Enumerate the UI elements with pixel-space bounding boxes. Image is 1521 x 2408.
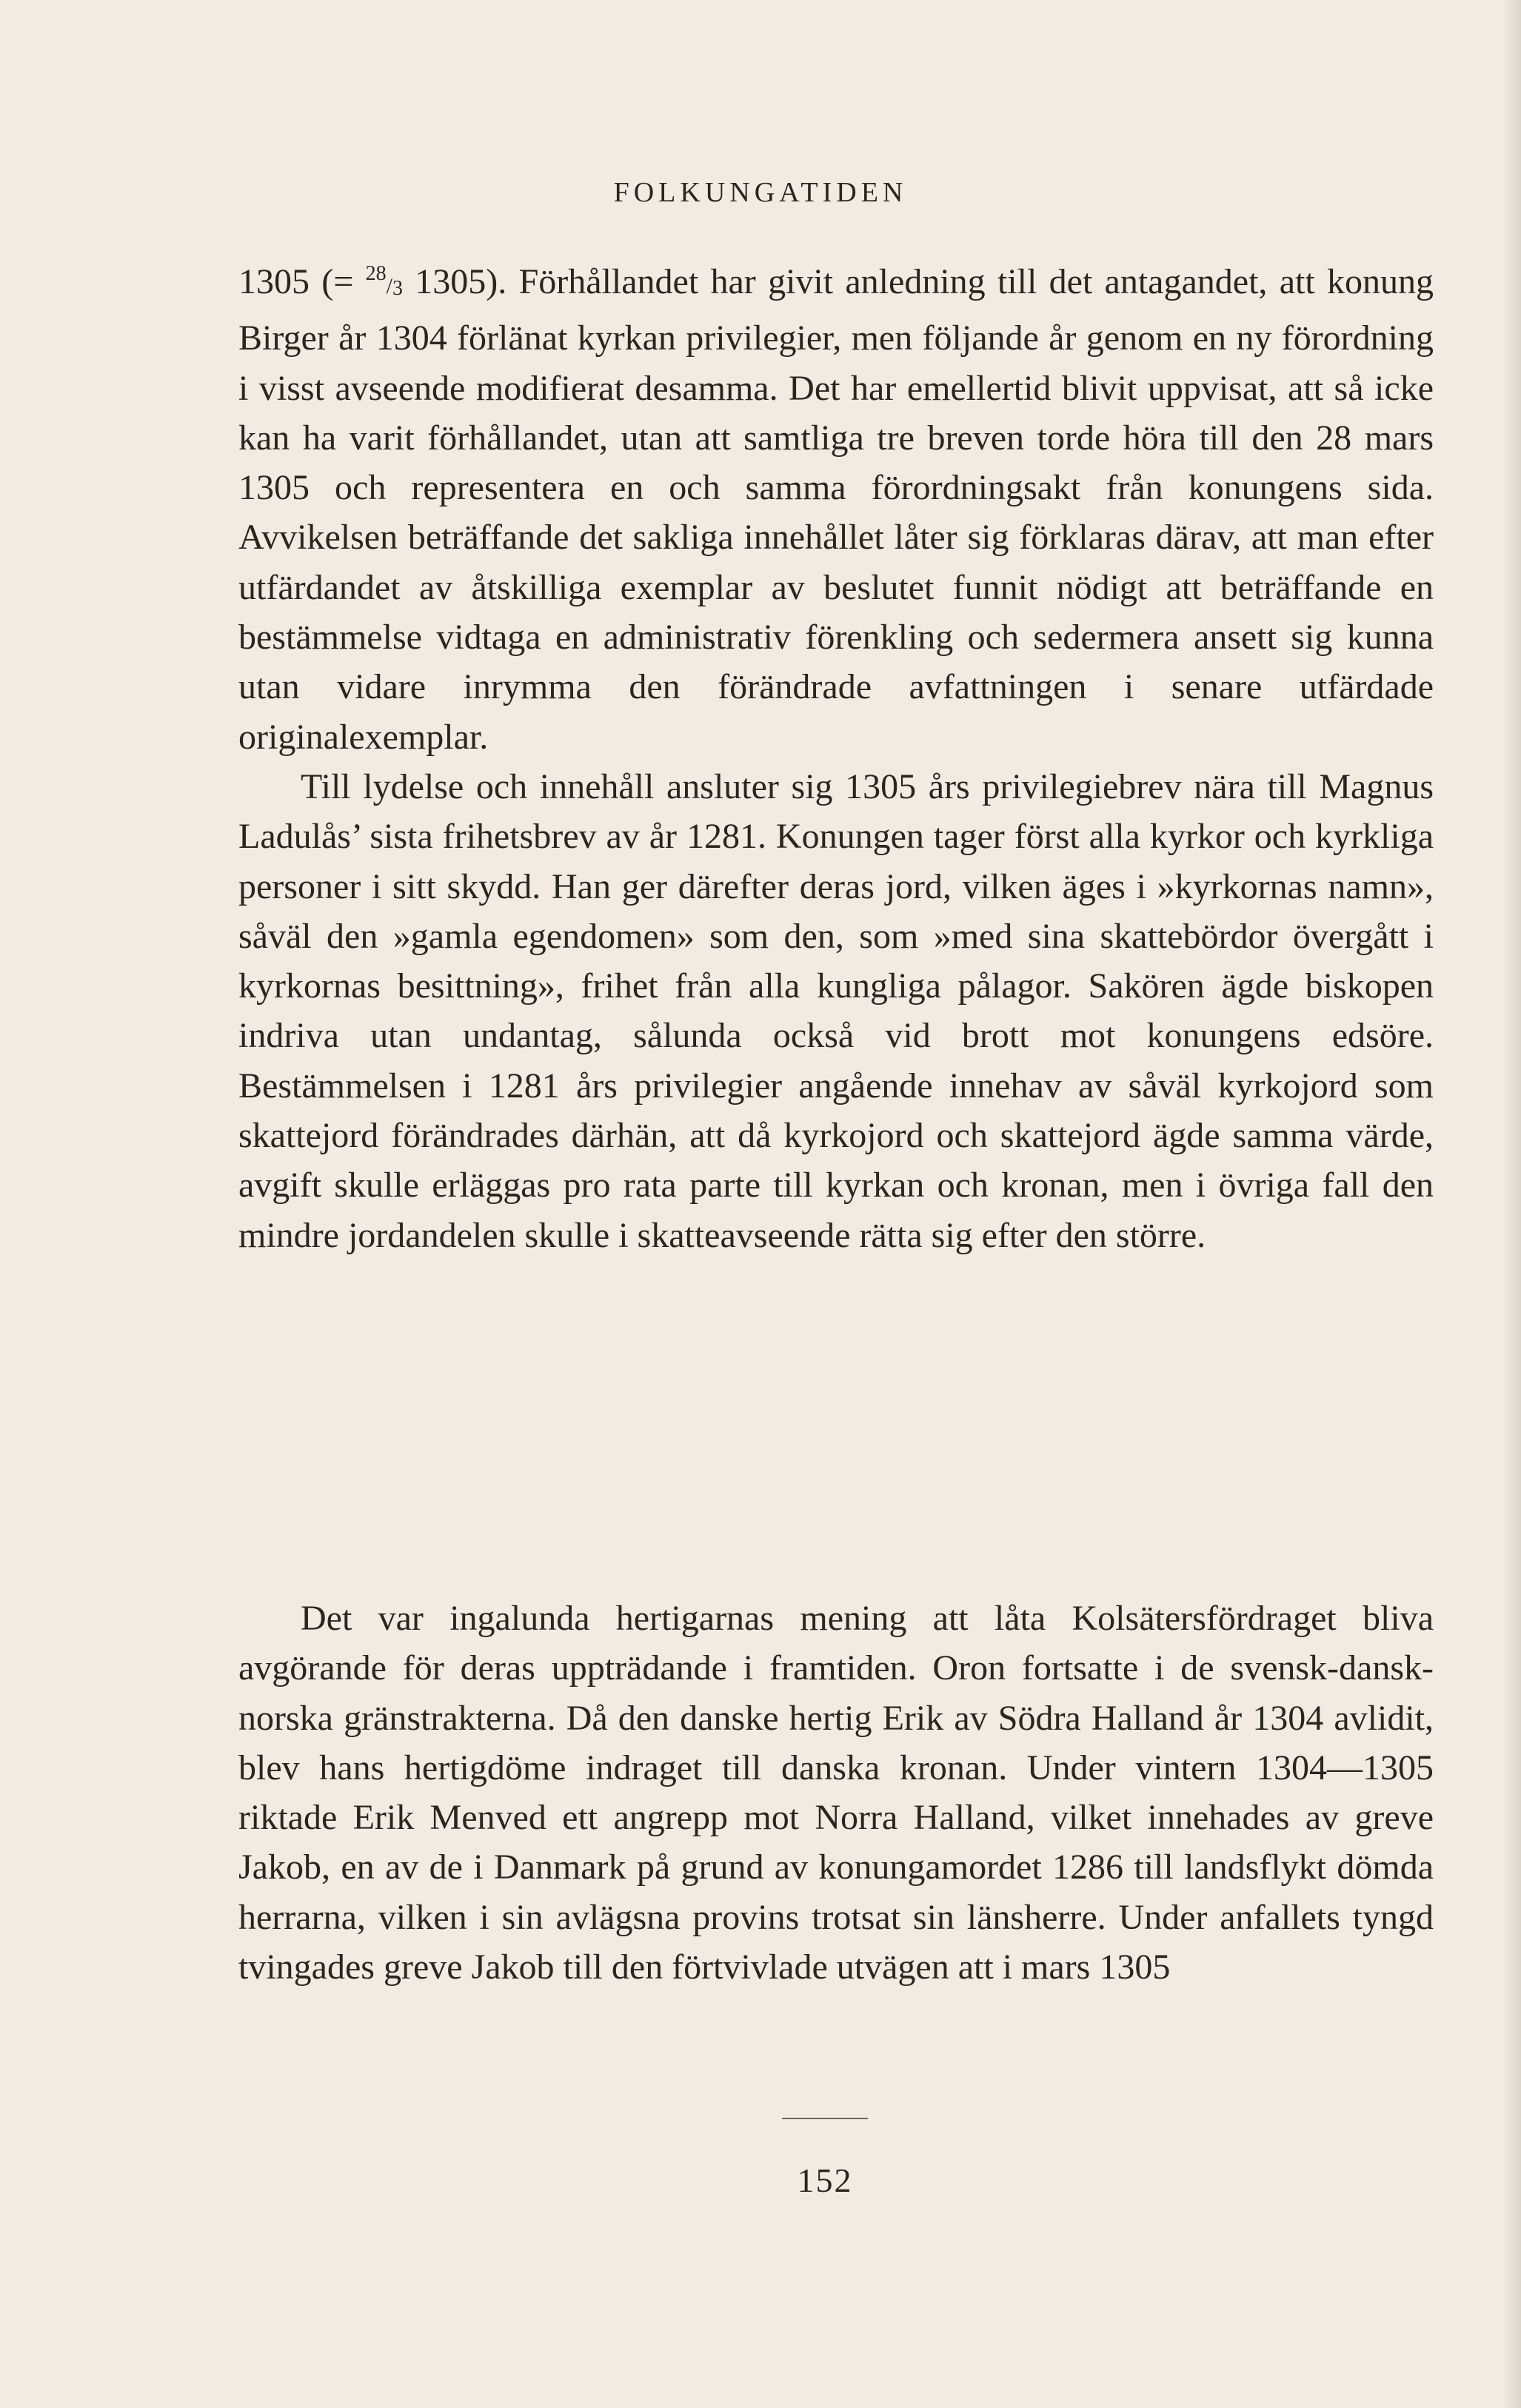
date-fraction: $^{28}/_3$ (365, 262, 403, 300)
page-edge-shadow (1503, 0, 1521, 2408)
paragraph-1 (238, 249, 1434, 762)
text-block-lower (238, 1593, 1434, 1992)
paragraph-2: Till lydelse och innehåll ansluter sig 1305 års privilegiebrev nära till Magnus Ladulås’ sista frihetsbrev av år 1281. Konungen tager först alla kyrkor och kyrkliga personer i sitt skydd. Han ger därefter deras jord, vilken äges i »kyrkornas namn», såväl den »gamla egendomen» som den, som »med sina skattebördor övergått i kyrkornas besittning», frihet från alla kungliga pålagor. Sakören ägde biskopen indriva utan undantag, sålunda också vid brott mot konungens edsöre. Bestämmelsen i 1281 års privilegier angående innehav av såväl kyrkojord som skattejord förändrades därhän, att då kyrkojord och skattejord ägde samma värde, avgift skulle erläggas pro rata parte till kyrkan och kronan, men i övriga fall den mindre jordandelen skulle i skatteavseende rätta sig efter den större. (238, 766, 1434, 1255)
paragraph-1-rest: 1305). Förhållandet har givit anledning till det antagandet, att konung Birger år 1304 förlänat kyrkan privilegier, men följande år genom en ny förordning i visst avseende modifierat desamma. Det har emellertid blivit uppvisat, att så icke kan ha varit förhållandet, utan att samtliga tre breven torde höra till den 28 mars 1305 och representera en och samma förordningsakt från konungens sida. Avvikelsen beträffande det sakliga innehållet låter sig förklaras därav, att man efter utfärdandet av åtskilliga exemplar av beslutet funnit nödigt att beträffande en bestämmelse vidtaga en administrativ förenkling och sedermera ansett sig kunna utan vidare inrymma den förändrade avfattningen i senare utfärdade originalexemplar. (238, 262, 1434, 757)
footer-rule (782, 2118, 868, 2119)
paragraph-1-start: 1305 (= (238, 262, 366, 301)
running-head: FOLKUNGATIDEN (613, 177, 908, 208)
fraction-numerator: 28 (365, 262, 387, 285)
paragraph-3: Det var ingalunda hertigarnas mening att låta Kolsätersfördraget bliva avgörande för deras uppträdande i framtiden. Oron fortsatte i de svensk-dansk-norska gränstrakterna. Då den danske hertig Erik av Södra Halland år 1304 avlidit, blev hans hertigdöme indraget till danska kronan. Under vintern 1304—1305 riktade Erik Menved ett angrepp mot Norra Halland, vilket innehades av greve Jakob, en av de i Danmark på grund av konungamordet 1286 till landsflykt dömda herrarna, vilken i sin avlägsna provins trotsat sin länsherre. Under anfallets tyngd tvingades greve Jakob till den förtvivlade utvägen att i mars 1305 (238, 1599, 1434, 1987)
page-number: 152 (797, 2161, 853, 2199)
fraction-denominator: 3 (392, 277, 403, 300)
text-block-upper (238, 249, 1434, 1260)
